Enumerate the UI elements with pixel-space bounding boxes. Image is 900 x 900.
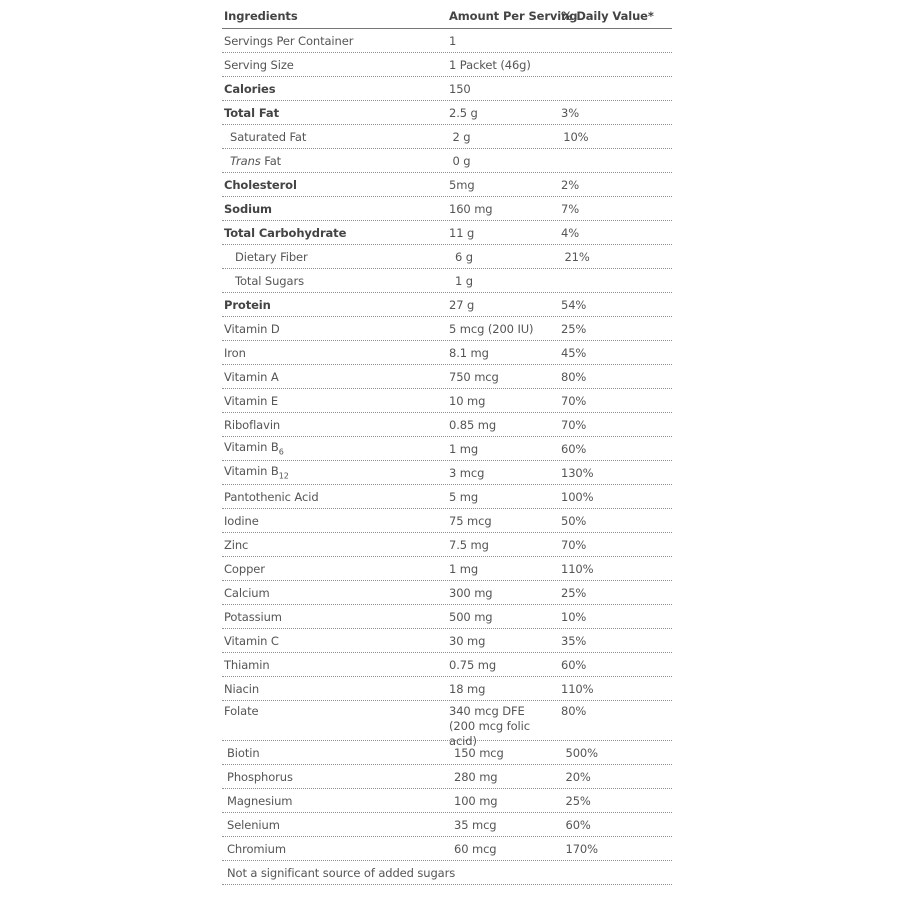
nutrient-daily-value: 25% [565, 793, 591, 808]
nutrient-daily-value: 80% [561, 704, 587, 718]
nutrient-daily-value: 50% [561, 513, 587, 528]
nutrient-amount: 0.75 mg [449, 657, 497, 672]
table-row [222, 197, 672, 221]
nutrient-amount: 30 mg [449, 633, 486, 648]
nutrient-name [222, 464, 449, 480]
nutrient-name: Servings Per Container [224, 33, 354, 48]
table-row [222, 437, 672, 461]
table-row [222, 485, 672, 509]
table-row [222, 741, 672, 765]
vitamin-b-label: Vitamin B [224, 440, 279, 455]
nutrient-daily-value: 45% [561, 345, 587, 360]
table-row [222, 413, 672, 437]
nutrient-amount: 2.5 g [449, 105, 478, 120]
table-row [222, 629, 672, 653]
nutrient-daily-value: 10% [561, 609, 587, 624]
nutrient-amount: 5mg [449, 177, 475, 192]
nutrient-name: Total Carbohydrate [224, 225, 347, 240]
nutrient-amount: 340 mcg DFE (200 mcg folic acid) [449, 704, 530, 748]
nutrient-name: Serving Size [224, 57, 294, 72]
table-row [222, 509, 672, 533]
nutrient-amount: 1 g [454, 273, 473, 288]
nutrient-name: Vitamin A [224, 369, 279, 384]
table-row [222, 533, 672, 557]
nutrient-name: Selenium [227, 817, 280, 832]
nutrient-amount: 100 mg [453, 793, 498, 808]
nutrient-name: Potassium [224, 609, 282, 624]
nutrient-name: Zinc [224, 537, 249, 552]
nutrient-amount: 1 mg [449, 441, 479, 456]
nutrient-daily-value: 10% [563, 129, 589, 144]
table-row [222, 365, 672, 389]
nutrient-daily-value: 130% [561, 465, 594, 480]
nutrient-amount: 6 g [454, 249, 473, 264]
nutrient-name: Vitamin E [224, 393, 279, 408]
nutrient-amount: 7.5 mg [449, 537, 489, 552]
nutrient-name: Thiamin [224, 657, 270, 672]
table-row [222, 269, 672, 293]
nutrient-name: Calcium [224, 585, 270, 600]
header-amount: Amount Per Serving [449, 9, 578, 23]
table-row [222, 149, 672, 173]
table-row [222, 101, 672, 125]
vitamin-b-label: Vitamin B [224, 464, 279, 479]
table-row [222, 557, 672, 581]
table-row [222, 317, 672, 341]
table-row [222, 389, 672, 413]
nutrient-amount: 5 mcg (200 IU) [449, 321, 534, 336]
table-row [222, 293, 672, 317]
table-row [222, 461, 672, 485]
nutrient-amount: 1 mg [449, 561, 479, 576]
nutrient-daily-value: 4% [561, 225, 580, 240]
nutrient-name: Vitamin D [224, 321, 280, 336]
trans-prefix: Trans [230, 153, 261, 168]
nutrient-name: Chromium [227, 841, 286, 856]
nutrient-daily-value: 170% [565, 841, 598, 856]
nutrient-amount: 750 mcg [449, 369, 499, 384]
nutrient-daily-value: 20% [565, 769, 591, 784]
nutrient-amount: 1 [449, 33, 457, 48]
nutrient-amount: 0 g [452, 153, 471, 168]
nutrient-daily-value: 110% [561, 561, 594, 576]
nutrient-name: Saturated Fat [230, 129, 307, 144]
nutrient-daily-value: 70% [561, 393, 587, 408]
nutrient-daily-value: 70% [561, 537, 587, 552]
nutrient-name [222, 440, 449, 456]
nutrient-daily-value: 70% [561, 417, 587, 432]
nutrient-name: Cholesterol [224, 177, 297, 192]
nutrient-amount: 150 mcg [453, 745, 504, 760]
nutrient-daily-value: 100% [561, 489, 594, 504]
nutrient-name: Niacin [224, 681, 260, 696]
header-daily-value: % Daily Value* [561, 9, 654, 23]
table-row [222, 653, 672, 677]
nutrient-daily-value: 35% [561, 633, 587, 648]
nutrient-name: Total Sugars [235, 273, 304, 288]
table-row [222, 77, 672, 101]
added-sugars-footnote: Not a significant source of added sugars [227, 865, 456, 880]
nutrient-name: Protein [224, 297, 271, 312]
nutrient-name: Vitamin C [224, 633, 279, 648]
table-row [222, 341, 672, 365]
nutrient-amount: 1 Packet (46g) [449, 57, 531, 72]
nutrient-daily-value: 25% [561, 585, 587, 600]
nutrient-amount: 280 mg [453, 769, 498, 784]
nutrient-amount: 10 mg [449, 393, 486, 408]
table-row [222, 765, 672, 789]
nutrient-daily-value: 60% [561, 657, 587, 672]
nutrient-amount: 2 g [452, 129, 471, 144]
nutrient-amount: 5 mg [449, 489, 479, 504]
table-row [222, 677, 672, 701]
nutrient-name: Folate [224, 704, 259, 718]
table-row [222, 701, 672, 748]
header-ingredients: Ingredients [224, 9, 298, 23]
table-row [222, 605, 672, 629]
nutrient-name: Pantothenic Acid [224, 489, 319, 504]
nutrient-amount: 60 mcg [453, 841, 497, 856]
nutrient-amount: 75 mcg [449, 513, 492, 528]
table-row [222, 813, 672, 837]
nutrient-daily-value: 3% [561, 105, 580, 120]
nutrient-daily-value: 80% [561, 369, 587, 384]
trans-suffix: Fat [260, 153, 282, 168]
table-row [222, 221, 672, 245]
nutrient-daily-value: 54% [561, 297, 587, 312]
nutrient-name: Total Fat [224, 105, 279, 120]
table-row [222, 789, 672, 813]
nutrition-table [222, 4, 672, 885]
footnote-row [222, 861, 672, 885]
nutrient-name: Dietary Fiber [235, 249, 308, 264]
nutrient-amount: 8.1 mg [449, 345, 489, 360]
table-header-row [222, 4, 672, 29]
nutrient-daily-value: 60% [561, 441, 587, 456]
nutrient-daily-value: 110% [561, 681, 594, 696]
nutrient-amount: 35 mcg [453, 817, 497, 832]
nutrient-amount: 11 g [449, 225, 475, 240]
nutrient-name: Riboflavin [224, 417, 281, 432]
nutrient-daily-value: 21% [564, 249, 590, 264]
nutrient-daily-value: 25% [561, 321, 587, 336]
nutrient-name [222, 154, 452, 168]
nutrient-daily-value: 7% [561, 201, 580, 216]
nutrient-name: Magnesium [227, 793, 293, 808]
table-row [222, 245, 672, 269]
nutrient-amount: 150 [449, 81, 471, 96]
vitamin-subscript: 12 [278, 471, 289, 481]
nutrient-amount: 18 mg [449, 681, 486, 696]
nutrient-name: Phosphorus [227, 769, 293, 784]
nutrient-daily-value: 60% [565, 817, 591, 832]
nutrient-name: Sodium [224, 201, 272, 216]
table-row [222, 29, 672, 53]
nutrient-name: Iodine [224, 513, 259, 528]
table-row [222, 837, 672, 861]
nutrient-name: Copper [224, 561, 265, 576]
table-row [222, 581, 672, 605]
nutrient-name: Iron [224, 345, 246, 360]
nutrient-amount: 500 mg [449, 609, 493, 624]
nutrient-amount: 160 mg [449, 201, 493, 216]
vitamin-subscript: 6 [278, 447, 284, 457]
nutrient-daily-value: 2% [561, 177, 580, 192]
table-row [222, 53, 672, 77]
nutrient-amount: 27 g [449, 297, 475, 312]
nutrient-amount: 300 mg [449, 585, 493, 600]
nutrient-amount: 0.85 mg [449, 417, 497, 432]
nutrient-name: Calories [224, 81, 276, 96]
table-row [222, 125, 672, 149]
table-row [222, 173, 672, 197]
nutrient-daily-value: 500% [565, 745, 598, 760]
nutrient-name: Biotin [227, 745, 260, 760]
nutrient-amount: 3 mcg [449, 465, 485, 480]
